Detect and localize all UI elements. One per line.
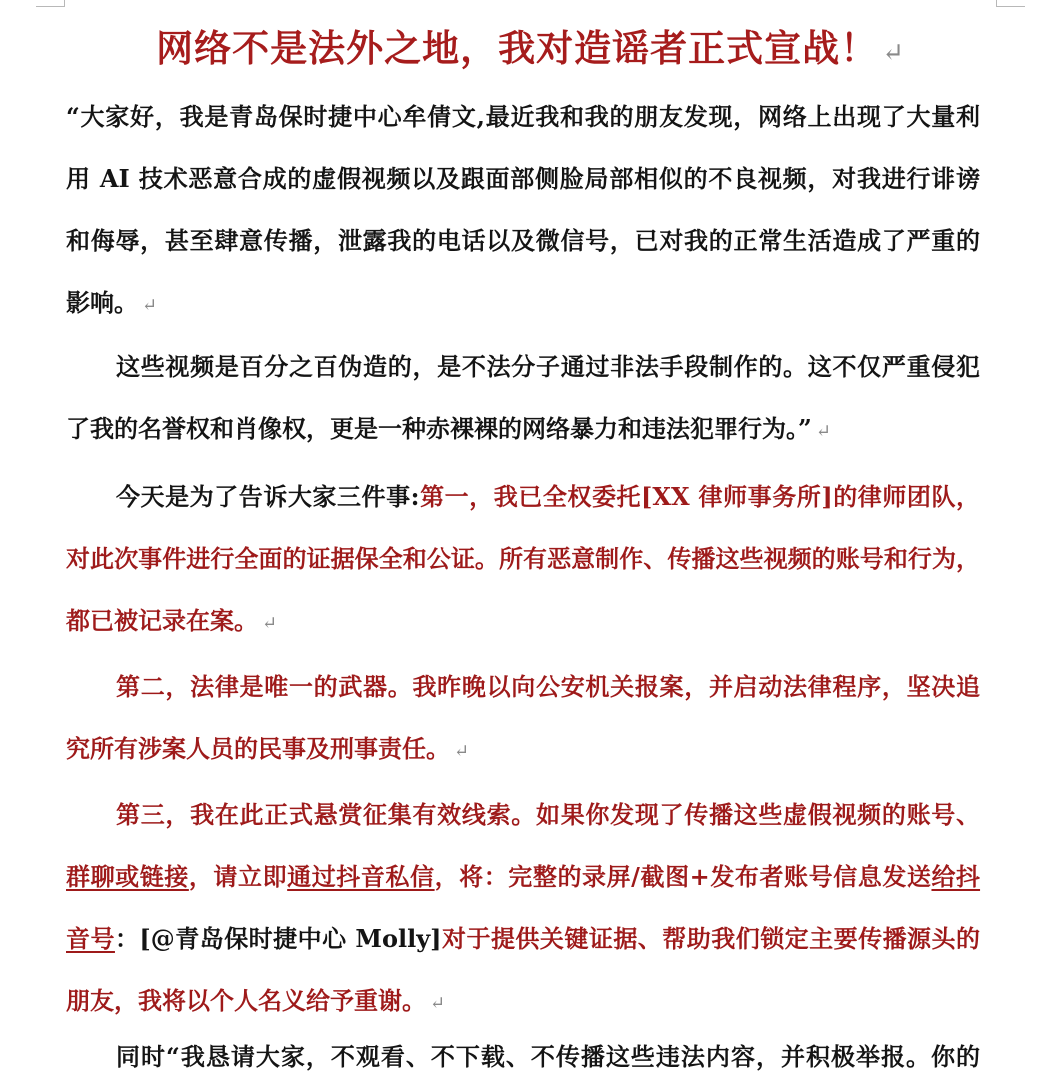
underlined-text: 群聊或链接	[66, 862, 189, 891]
line-text: ，将：完整的录屏/截图+发布者账号信息发送	[434, 862, 932, 891]
paragraph-mark-icon: ↵	[430, 993, 446, 1014]
paragraph-line	[66, 466, 980, 528]
paragraph-line-last	[66, 590, 980, 652]
document-title	[0, 22, 1061, 79]
paragraph-mark-icon: ↵	[142, 295, 158, 316]
line-text-black: ：[@青岛保时捷中心 Molly]	[114, 924, 442, 953]
line-text: 都已被记录在案。	[66, 606, 258, 635]
line-text: 了我的名誉权和肖像权，更是一种赤裸裸的网络暴力和违法犯罪行为。”	[66, 414, 812, 443]
title-text: 网络不是法外之地，我对造谣者正式宣战！	[156, 26, 879, 70]
paragraph-3	[66, 466, 980, 652]
paragraph-line: 第三，我在此正式悬赏征集有效线索。如果你发现了传播这些虚假视频的账号、	[116, 800, 980, 829]
paragraph-mark-icon: ↵	[454, 741, 470, 762]
paragraph-line: 对此次事件进行全面的证据保全和公证。所有恶意制作、传播这些视频的账号和行为，	[66, 544, 980, 573]
paragraph-line-last	[66, 970, 980, 1032]
line-text: ，请立即	[188, 862, 288, 891]
paragraph-line: “大家好，我是青岛保时捷中心牟倩文,最近我和我的朋友发现，网络上出现了大量利	[66, 102, 980, 131]
paragraph-line-last	[66, 272, 980, 334]
underlined-text: 音号	[66, 924, 115, 953]
paragraph-line: 这些视频是百分之百伪造的，是不法分子通过非法手段制作的。这不仅严重侵犯	[116, 352, 980, 381]
paragraph-line: 同时“我恳请大家，不观看、不下载、不传播这些违法内容，并积极举报。你的	[116, 1042, 980, 1071]
page-corner-mark-right	[996, 0, 1025, 7]
line-text-red: 第一，我已全权委托[XX 律师事务所]的律师团队，	[419, 482, 981, 511]
paragraph-mark-icon: ↵	[262, 613, 278, 634]
underlined-text: 通过抖音私信	[287, 862, 435, 891]
paragraph-2	[66, 336, 980, 460]
paragraph-line-last	[66, 398, 980, 460]
line-text: 究所有涉案人员的民事及刑事责任。	[66, 734, 450, 763]
paragraph-6	[66, 1026, 980, 1080]
paragraph-line	[66, 908, 980, 970]
paragraph-4	[66, 656, 980, 780]
line-text-black: 今天是为了告诉大家三件事:	[116, 482, 420, 511]
paragraph-5	[66, 784, 980, 1032]
paragraph-mark-icon: ↵	[882, 38, 905, 68]
page-corner-mark-left	[36, 0, 65, 7]
paragraph-1	[66, 86, 980, 334]
underlined-text: 给抖	[931, 862, 981, 891]
paragraph-line: 和侮辱，甚至肆意传播，泄露我的电话以及微信号，已对我的正常生活造成了严重的	[66, 226, 980, 255]
line-text: 影响。	[66, 288, 138, 317]
paragraph-line-last	[66, 718, 980, 780]
paragraph-line: 第二，法律是唯一的武器。我昨晚以向公安机关报案，并启动法律程序，坚决追	[116, 672, 980, 701]
line-text: 朋友，我将以个人名义给予重谢。	[66, 986, 426, 1015]
paragraph-mark-icon: ↵	[815, 421, 831, 442]
paragraph-line	[66, 846, 980, 908]
line-text-red: 对于提供关键证据、帮助我们锁定主要传播源头的	[441, 924, 980, 953]
paragraph-line: 用 AI 技术恶意合成的虚假视频以及跟面部侧脸局部相似的不良视频，对我进行诽谤	[66, 164, 980, 193]
